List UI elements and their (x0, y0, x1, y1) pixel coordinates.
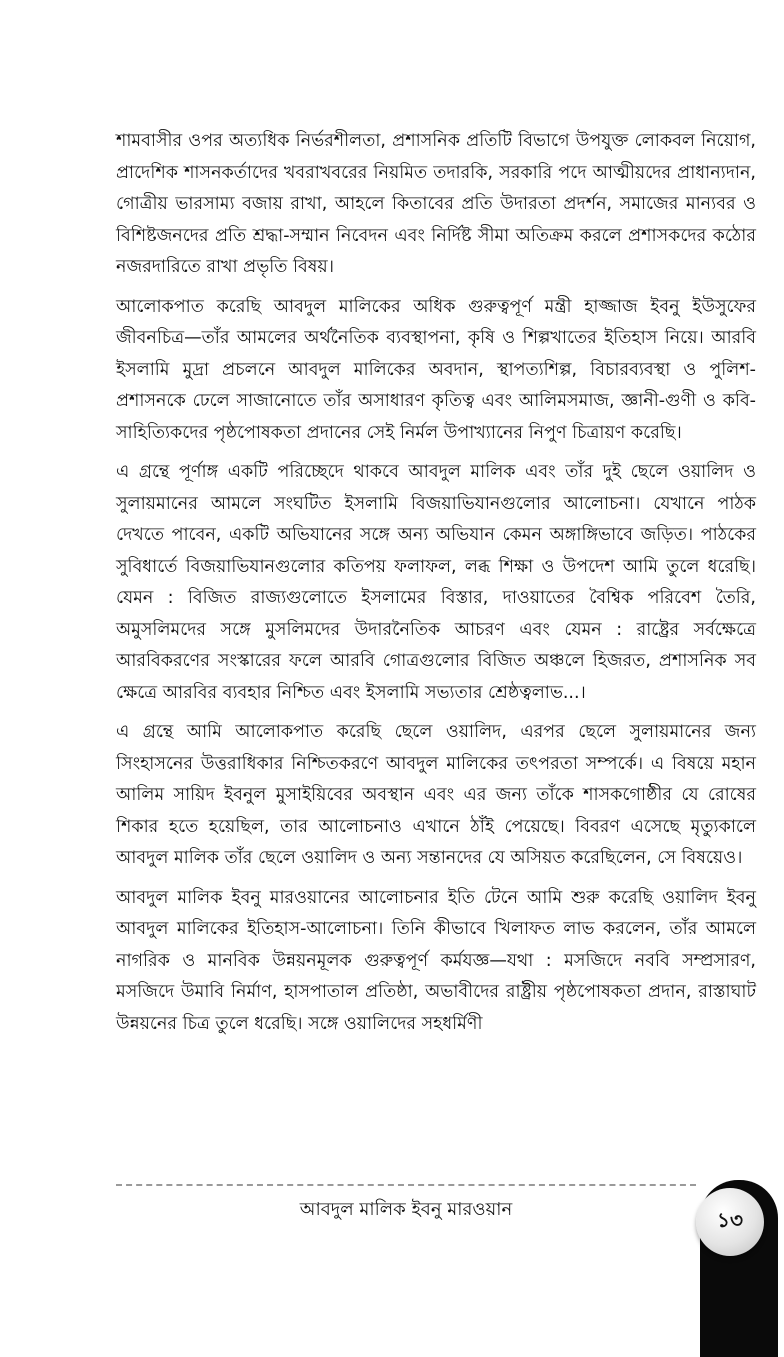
paragraph: এ গ্রন্থে আমি আলোকপাত করেছি ছেলে ওয়ালিদ, এরপর ছেলে সুলায়মানের জন্য সিংহাসনের উত্তরাধিকার নিশ্চিতকরণে আবদুল মালিকের তৎপরতা সম্পর্কে। এ বিষয়ে মহান আলিম সায়িদ ইবনুল মুসাইয়িবের অবস্থান এবং এর জন্য তাঁকে শাসকগোষ্ঠীর যে রোষের শিকার হতে হয়েছিল, তার আলোচনাও এখানে ঠাঁই পেয়েছে। বিবরণ এসেছে মৃত্যুকালে আবদুল মালিক তাঁর ছেলে ওয়ালিদ ও অন্য সন্তানদের যে অসিয়ত করেছিলেন, সে বিষয়েও। (116, 722, 756, 868)
body-text (116, 126, 756, 1048)
paragraph: আলোকপাত করেছি আবদুল মালিকের অধিক গুরুত্বপূর্ণ মন্ত্রী হাজ্জাজ ইবনু ইউসুফের জীবনচিত্র—তাঁর আমলের অর্থনৈতিক ব্যবস্থাপনা, কৃষি ও শিল্পখাতের ইতিহাস নিয়ে। আরবি ইসলামি মুদ্রা প্রচলনে আবদুল মালিকের অবদান, স্থাপত্যশিল্প, বিচারব্যবস্থা ও পুলিশ-প্রশাসনকে ঢেলে সাজানোতে তাঁর অসাধারণ কৃতিত্ব এবং আলিমসমাজ, জ্ঞানী-গুণী ও কবি-সাহিত্যিকদের পৃষ্ঠপোষকতা প্রদানের সেই নির্মল উপাখ্যানের নিপুণ চিত্রায়ণ করেছি। (116, 296, 756, 443)
paragraph: আবদুল মালিক ইবনু মারওয়ানের আলোচনার ইতি টেনে আমি শুরু করেছি ওয়ালিদ ইবনু আবদুল মালিকের ইতিহাস-আলোচনা। তিনি কীভাবে খিলাফত লাভ করলেন, তাঁর আমলে নাগরিক ও মানবিক উন্নয়নমূলক গুরুত্বপূর্ণ কর্মযজ্ঞ—যথা : মসজিদে নববি সম্প্রসারণ, মসজিদে উমাবি নির্মাণ, হাসপাতাল প্রতিষ্ঠা, অভাবীদের রাষ্ট্রীয় পৃষ্ঠপোষকতা প্রদান, রাস্তাঘাট উন্নয়নের চিত্র তুলে ধরেছি। সঙ্গে ওয়ালিদের সহধর্মিণী (116, 887, 756, 1034)
page-number: ১৩ (696, 1188, 764, 1256)
running-footer-title: আবদুল মালিক ইবনু মারওয়ান (299, 1199, 513, 1220)
paragraph: এ গ্রন্থে পূর্ণাঙ্গ একটি পরিচ্ছেদে থাকবে আবদুল মালিক এবং তাঁর দুই ছেলে ওয়ালিদ ও সুলায়মানের আমলে সংঘটিত ইসলামি বিজয়াভিযানগুলোর আলোচনা। যেখানে পাঠক দেখতে পাবেন, একটি অভিযানের সঙ্গে অন্য অভিযান কেমন অঙ্গাঙ্গিভাবে জড়িত। পাঠকের সুবিধার্তে বিজয়াভিযানগুলোর কতিপয় ফলাফল, লব্ধ শিক্ষা ও উপদেশ আমি তুলে ধরেছি। যেমন : বিজিত রাজ্যগুলোতে ইসলামের বিস্তার, দাওয়াতের বৈশ্বিক পরিবেশ তৈরি, অমুসলিমদের সঙ্গে মুসলিমদের উদারনৈতিক আচরণ এবং যেমন : রাষ্ট্রের সর্বক্ষেত্রে আরবিকরণের সংস্কারের ফলে আরবি গোত্রগুলোর বিজিত অঞ্চলে হিজরত, প্রশাসনিক সব ক্ষেত্রে আরবির ব্যবহার নিশ্চিত এবং ইসলামি সভ্যতার শ্রেষ্ঠত্বলাভ...। (116, 462, 756, 703)
paragraph: শামবাসীর ওপর অত্যধিক নির্ভরশীলতা, প্রশাসনিক প্রতিটি বিভাগে উপযুক্ত লোকবল নিয়োগ, প্রাদেশিক শাসনকর্তাদের খবরাখবরের নিয়মিত তদারকি, সরকারি পদে আত্মীয়দের প্রাধান্যদান, গোত্রীয় ভারসাম্য বজায় রাখা, আহলে কিতাবের প্রতি উদারতা প্রদর্শন, সমাজের মান্যবর ও বিশিষ্টজনদের প্রতি শ্রদ্ধা-সম্মান নিবেদন এবং নির্দিষ্ট সীমা অতিক্রম করলে প্রশাসকদের কঠোর নজরদারিতে রাখা প্রভৃতি বিষয়। (116, 131, 756, 277)
footer-divider (116, 1184, 696, 1186)
